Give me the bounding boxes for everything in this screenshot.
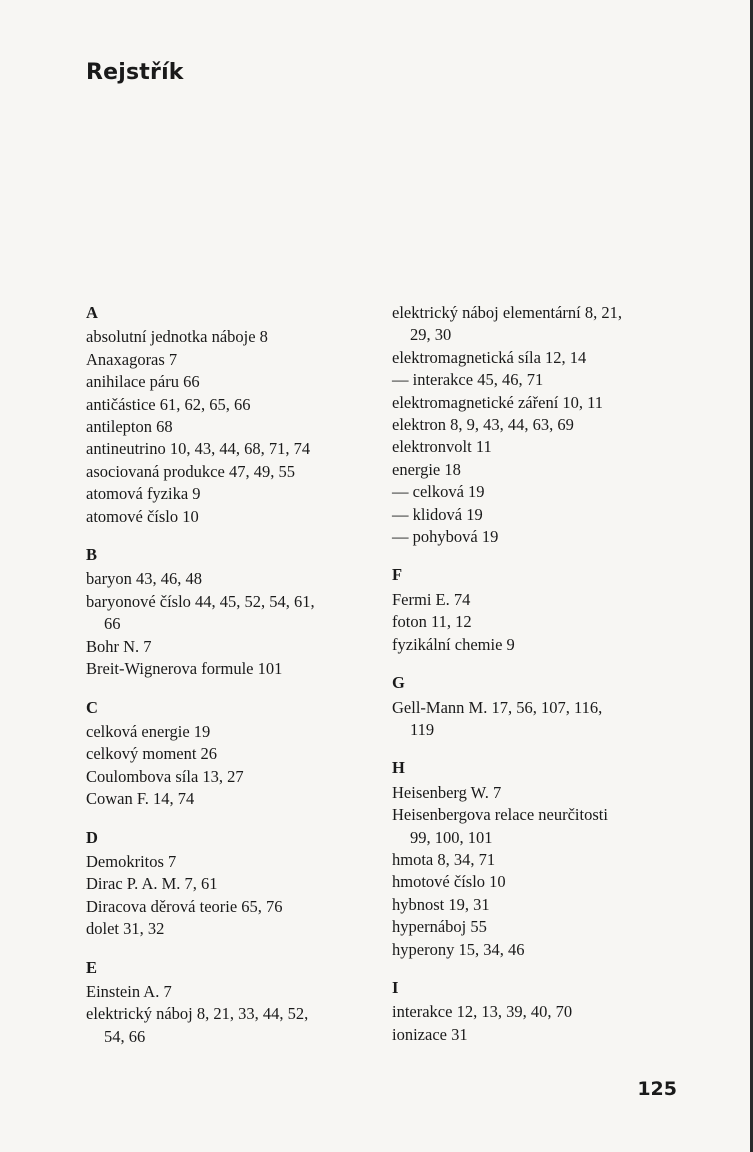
index-entry: hyperony 15, 34, 46 (392, 939, 525, 959)
index-entry: Dirac P. A. M. 7, 61 (86, 874, 218, 894)
index-entry: Bohr N. 7 (86, 636, 152, 656)
index-entry-text: baryonové číslo 44, 45, 52, 54, 61, (86, 591, 315, 611)
index-entry (392, 804, 692, 849)
index-entry: atomové číslo 10 (86, 506, 199, 526)
index-entry: celkový moment 26 (86, 744, 218, 764)
index-entry: elektron 8, 9, 43, 44, 63, 69 (392, 415, 574, 435)
index-entry (86, 591, 376, 636)
page-number: 125 (637, 1078, 677, 1100)
index-entry: — pohybová 19 (392, 527, 499, 547)
index-entry-text: elektrický náboj 8, 21, 33, 44, 52, (86, 1004, 309, 1024)
index-section-i (392, 977, 692, 1046)
index-column-left (86, 302, 376, 1064)
index-entry: celková energie 19 (86, 721, 211, 741)
index-entry (392, 697, 692, 742)
index-entry (86, 1003, 376, 1048)
index-entry: Demokritos 7 (86, 851, 177, 871)
index-entry: Anaxagoras 7 (86, 349, 178, 369)
index-entry: fyzikální chemie 9 (392, 634, 515, 654)
index-entry-continuation: 66 (104, 614, 121, 634)
index-entry-continuation: 99, 100, 101 (410, 827, 493, 847)
index-entry: elektronvolt 11 (392, 437, 492, 457)
index-entry: hypernáboj 55 (392, 917, 487, 937)
index-entry: ionizace 31 (392, 1024, 468, 1044)
section-letter: D (86, 827, 98, 847)
index-entry-continuation: 119 (410, 719, 435, 739)
index-section-d (86, 827, 376, 941)
index-section-a (86, 302, 376, 528)
index-entry-text: Heisenbergova relace neurčitosti (392, 805, 608, 825)
index-entry: hmota 8, 34, 71 (392, 849, 496, 869)
section-letter: E (86, 957, 98, 977)
index-entry: foton 11, 12 (392, 612, 472, 632)
index-entry: hybnost 19, 31 (392, 894, 490, 914)
index-entry: Coulombova síla 13, 27 (86, 766, 244, 786)
index-entry: Einstein A. 7 (86, 981, 172, 1001)
index-entry: hmotové číslo 10 (392, 872, 506, 892)
index-entry: energie 18 (392, 459, 461, 479)
index-section-g (392, 672, 692, 741)
index-entry: absolutní jednotka náboje 8 (86, 327, 268, 347)
index-entry: Fermi E. 74 (392, 589, 471, 609)
index-entry: — interakce 45, 46, 71 (392, 370, 544, 390)
index-entry-text: Gell-Mann M. 17, 56, 107, 116, (392, 697, 603, 717)
index-entry: interakce 12, 13, 39, 40, 70 (392, 1002, 573, 1022)
index-column-right (392, 302, 692, 1062)
index-entry: Breit-Wignerova formule 101 (86, 659, 283, 679)
index-entry: — klidová 19 (392, 504, 483, 524)
section-letter: H (392, 758, 405, 778)
index-entry: Diracova děrová teorie 65, 76 (86, 896, 283, 916)
index-entry-continuation: 29, 30 (410, 325, 452, 345)
section-letter: I (392, 977, 399, 997)
section-letter: G (392, 673, 405, 693)
index-entry: Heisenberg W. 7 (392, 782, 502, 802)
section-letter: B (86, 545, 98, 565)
index-section-c (86, 697, 376, 811)
index-entry: elektromagnetické záření 10, 11 (392, 392, 604, 412)
index-entry: atomová fyzika 9 (86, 484, 201, 504)
index-section-e-continued (392, 302, 692, 548)
section-letter: C (86, 697, 98, 717)
index-section-f (392, 564, 692, 656)
index-entry: — celková 19 (392, 482, 485, 502)
index-entry: antičástice 61, 62, 65, 66 (86, 394, 251, 414)
index-entry-continuation: 54, 66 (104, 1026, 146, 1046)
index-entry: antilepton 68 (86, 417, 173, 437)
index-entry: elektromagnetická síla 12, 14 (392, 347, 587, 367)
index-entry: antineutrino 10, 43, 44, 68, 71, 74 (86, 439, 311, 459)
index-section-b (86, 544, 376, 680)
section-letter: A (86, 303, 98, 322)
index-entry: anihilace páru 66 (86, 372, 200, 392)
index-entry: asociovaná produkce 47, 49, 55 (86, 461, 295, 481)
index-entry: Cowan F. 14, 74 (86, 789, 195, 809)
index-entry: dolet 31, 32 (86, 919, 165, 939)
section-letter: F (392, 565, 403, 585)
index-section-h (392, 757, 692, 961)
index-section-e (86, 957, 376, 1049)
index-entry (392, 302, 692, 347)
index-entry: baryon 43, 46, 48 (86, 569, 202, 589)
page-title: Rejstřík (86, 60, 184, 85)
index-entry-text: elektrický náboj elementární 8, 21, (392, 303, 623, 322)
